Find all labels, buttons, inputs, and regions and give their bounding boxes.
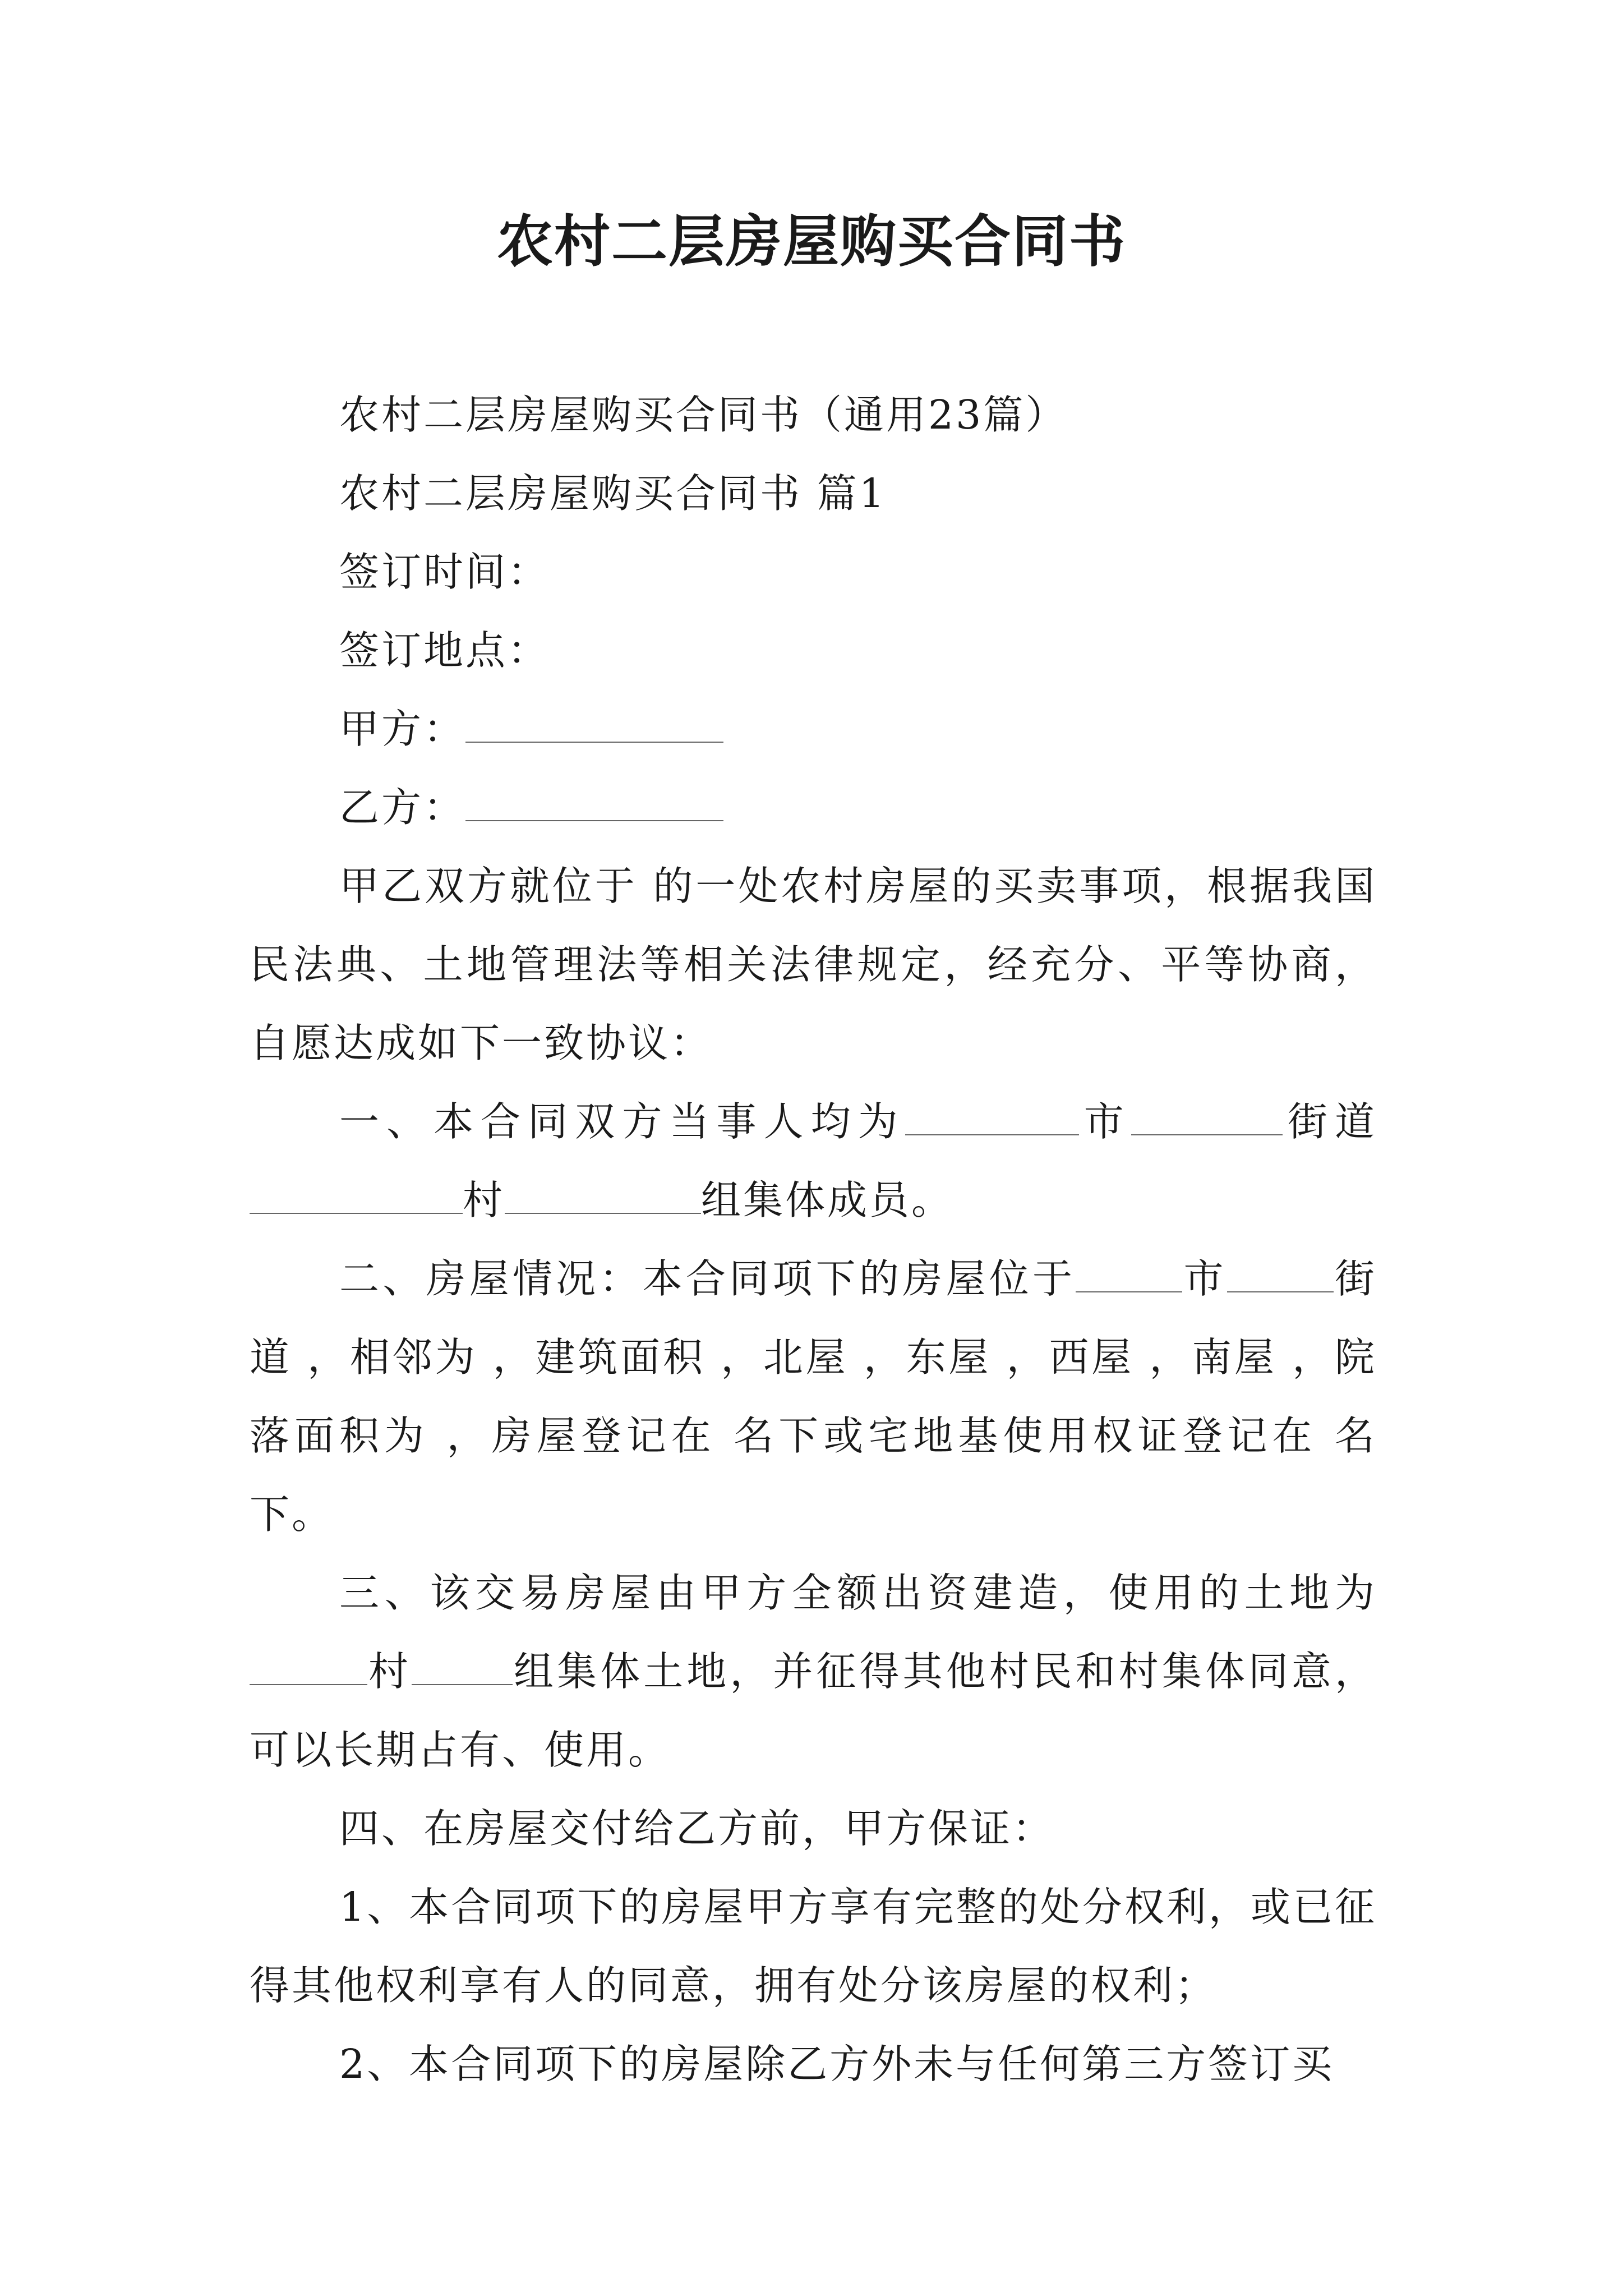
clause-1-text-e: 组集体成员。 bbox=[701, 1177, 954, 1223]
sign-place-line bbox=[250, 611, 1377, 690]
party-b-line bbox=[250, 769, 1377, 847]
clause-2-blank-city bbox=[1076, 1251, 1182, 1292]
sign-time-line bbox=[250, 533, 1377, 611]
clause-1-blank-group bbox=[505, 1172, 701, 1214]
document-body bbox=[250, 376, 1377, 2104]
clause-3-text-c: 组集体土地，并征得其他村民和村集体同意，可以长期占有、使用。 bbox=[250, 1648, 1377, 1773]
clause-3-text-b: 村 bbox=[367, 1648, 412, 1695]
clause-1-blank-village bbox=[250, 1172, 463, 1214]
intro-paragraph: 甲乙双方就位于 的一处农村房屋的买卖事项，根据我国民法典、土地管理法等相关法律规定，经充分、平等协商，自愿达成如下一致协议： bbox=[250, 863, 1377, 1066]
clause-2-text-b: 市 bbox=[1182, 1255, 1227, 1302]
document-subtitle: 农村二层房屋购买合同书（通用23篇） bbox=[339, 392, 1068, 438]
clause-4: 四、在房屋交付给乙方前，甲方保证： bbox=[339, 1805, 1055, 1852]
section-heading: 农村二层房屋购买合同书 篇1 bbox=[339, 470, 887, 517]
party-b-blank bbox=[465, 780, 723, 821]
clause-4-item-2: 2、本合同项下的房屋除乙方外未与任何第三方签订买 bbox=[339, 2041, 1335, 2087]
clause-3 bbox=[250, 1554, 1377, 1789]
clause-3-blank-village bbox=[250, 1644, 367, 1685]
clause-4-item-1: 1、本合同项下的房屋甲方享有完整的处分权利，或已征得其他权利享有人的同意，拥有处分该房屋的权利； bbox=[250, 1884, 1377, 2009]
clause-2 bbox=[250, 1240, 1377, 1554]
clause-1-text-d: 村 bbox=[463, 1177, 505, 1223]
clause-1-text-a: 一、本合同双方当事人均为 bbox=[339, 1098, 905, 1145]
document-title: 农村二层房屋购买合同书 bbox=[497, 208, 1126, 274]
clause-3-blank-group bbox=[412, 1644, 513, 1685]
clause-2-text-c: 街道 ，相邻为 ，建筑面积 ，北屋 ，东屋 ，西屋 ，南屋 ，院落面积为 ，房屋登记在 名下或宅地基使用权证登记在 名下。 bbox=[250, 1255, 1377, 1538]
clause-2-blank-street bbox=[1227, 1251, 1334, 1292]
clause-1-text-c: 街道 bbox=[1282, 1098, 1377, 1145]
clause-2-text-a: 二、房屋情况：本合同项下的房屋位于 bbox=[339, 1255, 1076, 1302]
clause-1-blank-street bbox=[1131, 1094, 1283, 1135]
clause-1 bbox=[250, 1083, 1377, 1240]
sign-place-label: 签订地点： bbox=[339, 627, 550, 674]
clause-1-blank-city bbox=[905, 1094, 1079, 1135]
party-a-blank bbox=[465, 701, 723, 743]
clause-1-text-b: 市 bbox=[1078, 1098, 1131, 1145]
clause-3-text-a: 三、该交易房屋由甲方全额出资建造，使用的土地为 bbox=[339, 1570, 1377, 1616]
party-a-label: 甲方： bbox=[339, 706, 466, 752]
party-b-label: 乙方： bbox=[339, 784, 466, 831]
party-a-line bbox=[250, 690, 1377, 769]
sign-time-label: 签订时间： bbox=[339, 549, 550, 595]
